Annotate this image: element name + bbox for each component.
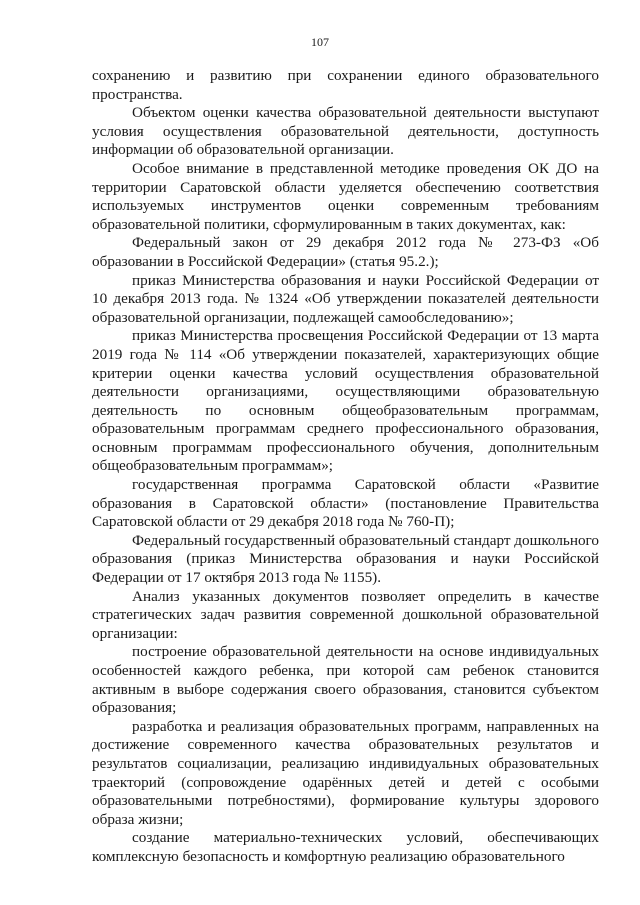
paragraph-federal-law: Федеральный закон от 29 декабря 2012 года № 273-ФЗ «Об образовании в Российской Федерации» (статья 95.2.); bbox=[92, 234, 599, 270]
page-number: 107 bbox=[311, 35, 329, 49]
body-text bbox=[92, 67, 599, 867]
paragraph-task-activity: построение образовательной деятельности на основе индивидуальных особенностей каждого ребенка, при которой сам ребенок становится активным в выборе содержания своего образования, становится субъектом образования; bbox=[92, 643, 599, 717]
paragraph-analysis: Анализ указанных документов позволяет определить в качестве стратегических задач развития современной дошкольной образовательной организации: bbox=[92, 587, 599, 642]
paragraph-order-1324: приказ Министерства образования и науки Российской Федерации от 10 декабря 2013 года. № 1324 «Об утверждении показателей деятельности образовательной организации, подлежащей самообследованию»; bbox=[92, 271, 599, 326]
paragraph-state-program: государственная программа Саратовской области «Развитие образования в Саратовской области» (постановление Правительства Саратовской области от 29 декабря 2018 года № 760-П); bbox=[92, 476, 599, 531]
paragraph-continuation: сохранению и развитию при сохранении единого образовательного пространства. bbox=[92, 67, 599, 103]
paragraph-assessment-object: Объектом оценки качества образовательной деятельности выступают условия осуществления образовательной деятельности, доступность информации об образовательной организации. bbox=[92, 104, 599, 159]
paragraph-special-attention: Особое внимание в представленной методике проведения ОК ДО на территории Саратовской области уделяется обеспечению соответствия используемых инструментов оценки современным требованиям образовательной политики, сформулированным в таких документах, как: bbox=[92, 159, 599, 233]
paragraph-task-conditions: создание материально-технических условий, обеспечивающих комплексную безопасность и комфортную реализацию образовательного bbox=[92, 829, 599, 865]
paragraph-fgos: Федеральный государственный образовательный стандарт дошкольного образования (приказ Министерства образования и науки Российской Федерации от 17 октября 2013 года № 1155). bbox=[92, 531, 599, 587]
paragraph-task-programs: разработка и реализация образовательных программ, направленных на достижение современного качества образовательных результатов и результатов социализации, реализацию индивидуальных образовательных траекторий (сопровождение одарённых детей и детей с особыми образовательными потребностями), формирование культуры здорового образа жизни; bbox=[92, 717, 599, 828]
paragraph-order-114: приказ Министерства просвещения Российской Федерации от 13 марта 2019 года № 114 «Об утверждении показателей, характеризующих общие критерии оценки качества условий осуществления образовательной деятельности организациями, осуществляющими образовательную деятельность по основным общеобразовательным программам, образовательным программам среднего профессионального образования, основным программам профессионального обучения, дополнительным общеобразовательным программам»; bbox=[92, 327, 599, 475]
